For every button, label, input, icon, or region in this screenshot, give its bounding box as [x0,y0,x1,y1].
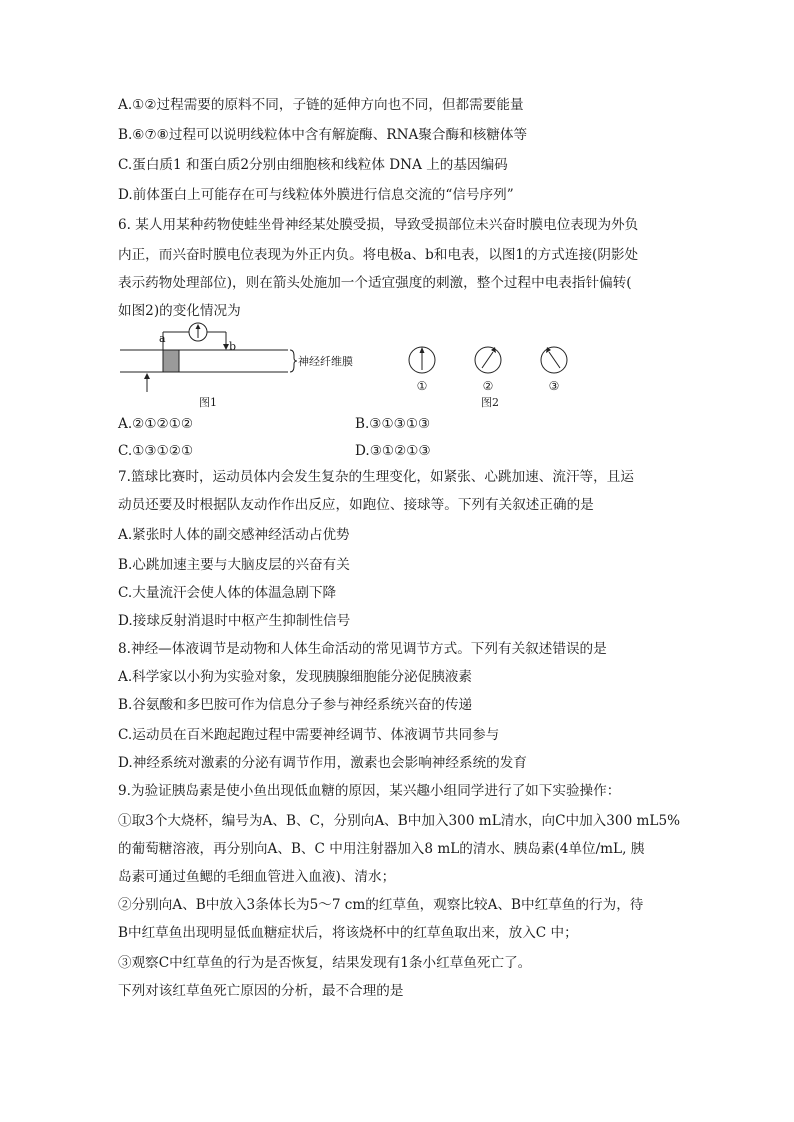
q7-option-b: B.心跳加速主要与大脑皮层的兴奋有关 [118,557,350,573]
q5-option-b: B.⑥⑦⑧过程可以说明线粒体中含有解旋酶、RNA聚合酶和核糖体等 [118,127,528,143]
dial-1-label: ① [416,379,428,393]
q9-line-7: ③观察C中红草鱼的行为是否恢复，结果发现有1条小红草鱼死亡了。 [118,955,532,971]
dial-2-label: ② [482,379,494,393]
q6-stem-line-4: 如图2)的变化情况为 [118,303,241,319]
q5-option-c: C.蛋白质1 和蛋白质2分别由细胞核和线粒体 DNA 上的基因编码 [118,157,508,173]
q6-stem-line-3: 表示药物处理部位)，则在箭头处施加一个适宜强度的刺激，整个过程中电表指针偏转( [118,275,632,291]
q7-stem-line-1: 7.篮球比赛时，运动员体内会发生复杂的生理变化，如紧张、心跳加速、流汗等，且运 [118,469,634,485]
q5-option-a: A.①②过程需要的原料不同，子链的延伸方向也不同，但都需要能量 [118,97,524,113]
q9-line-1: 9.为验证胰岛素是使小鱼出现低血糖的原因，某兴趣小组同学进行了如下实验操作： [118,783,621,799]
membrane-label: 神经纤维膜 [298,355,353,368]
q7-option-d: D.接球反射消退时中枢产生抑制性信号 [118,613,351,629]
q8-option-b: B.谷氨酸和多巴胺可作为信息分子参与神经系统兴奋的传递 [118,697,473,713]
electrode-b-label: b [229,340,237,353]
q7-option-c: C.大量流汗会使人体的体温急剧下降 [118,585,337,601]
drug-treated-region [163,350,179,372]
q9-line-3: 的葡萄糖溶液，再分别向A、B、C 中用注射器加入8 mL的清水、胰岛素(4单位/mL, 胰 [118,841,645,857]
q9-line-5: ②分别向A、B中放入3条体长为5～7 cm的红草鱼，观察比较A、B中红草鱼的行为，待 [118,897,644,913]
dial-3-label: ③ [548,379,560,393]
figure-1-nerve-diagram [116,322,326,394]
q7-option-a: A.紧张时人体的副交感神经活动占优势 [118,527,350,543]
electrode-a-label: a [159,332,166,345]
q6-option-a: A.②①②①② [118,416,194,432]
figure-2-caption: 图2 [481,396,499,409]
q9-line-8: 下列对该红草鱼死亡原因的分析，最不合理的是 [118,983,404,999]
q8-stem: 8.神经—体液调节是动物和人体生命活动的常见调节方式。下列有关叙述错误的是 [118,641,607,657]
q6-stem-line-1: 6. 某人用某种药物使蛙坐骨神经某处膜受损，导致受损部位未兴奋时膜电位表现为外负 [118,217,639,233]
q5-option-d: D.前体蛋白上可能存在可与线粒体外膜进行信息交流的“信号序列” [118,187,514,203]
q6-option-d: D.③①②①③ [355,443,431,459]
q6-stem-line-2: 内正，而兴奋时膜电位表现为外正内负。将电极a、b和电表，以图1的方式连接(阴影处 [118,247,639,263]
q8-option-c: C.运动员在百米跑起跑过程中需要神经调节、体液调节共同参与 [118,727,500,743]
q6-option-c: C.①③①②① [118,443,194,459]
q9-line-6: B中红草鱼出现明显低血糖症状后，将该烧杯中的红草鱼取出来，放入C 中； [118,925,578,941]
figure-1-caption: 图1 [199,396,217,409]
q6-option-b: B.③①③①③ [355,416,431,432]
stimulus-arrow-icon [144,373,150,379]
q8-option-d: D.神经系统对激素的分泌有调节作用，激素也会影响神经系统的发育 [118,755,527,771]
q9-line-2: ①取3个大烧杯，编号为A、B、C，分别向A、B中加入300 mL清水，向C中加入300 mL5% [118,813,681,829]
q8-option-a: A.科学家以小狗为实验对象，发现胰腺细胞能分泌促胰液素 [118,669,472,685]
figure-2-dials [404,344,572,378]
q7-stem-line-2: 动员还要及时根据队友动作作出反应，如跑位、接球等。下列有关叙述正确的是 [118,497,594,513]
q9-line-4: 岛素可通过鱼鳃的毛细血管进入血液)、清水； [118,869,396,885]
